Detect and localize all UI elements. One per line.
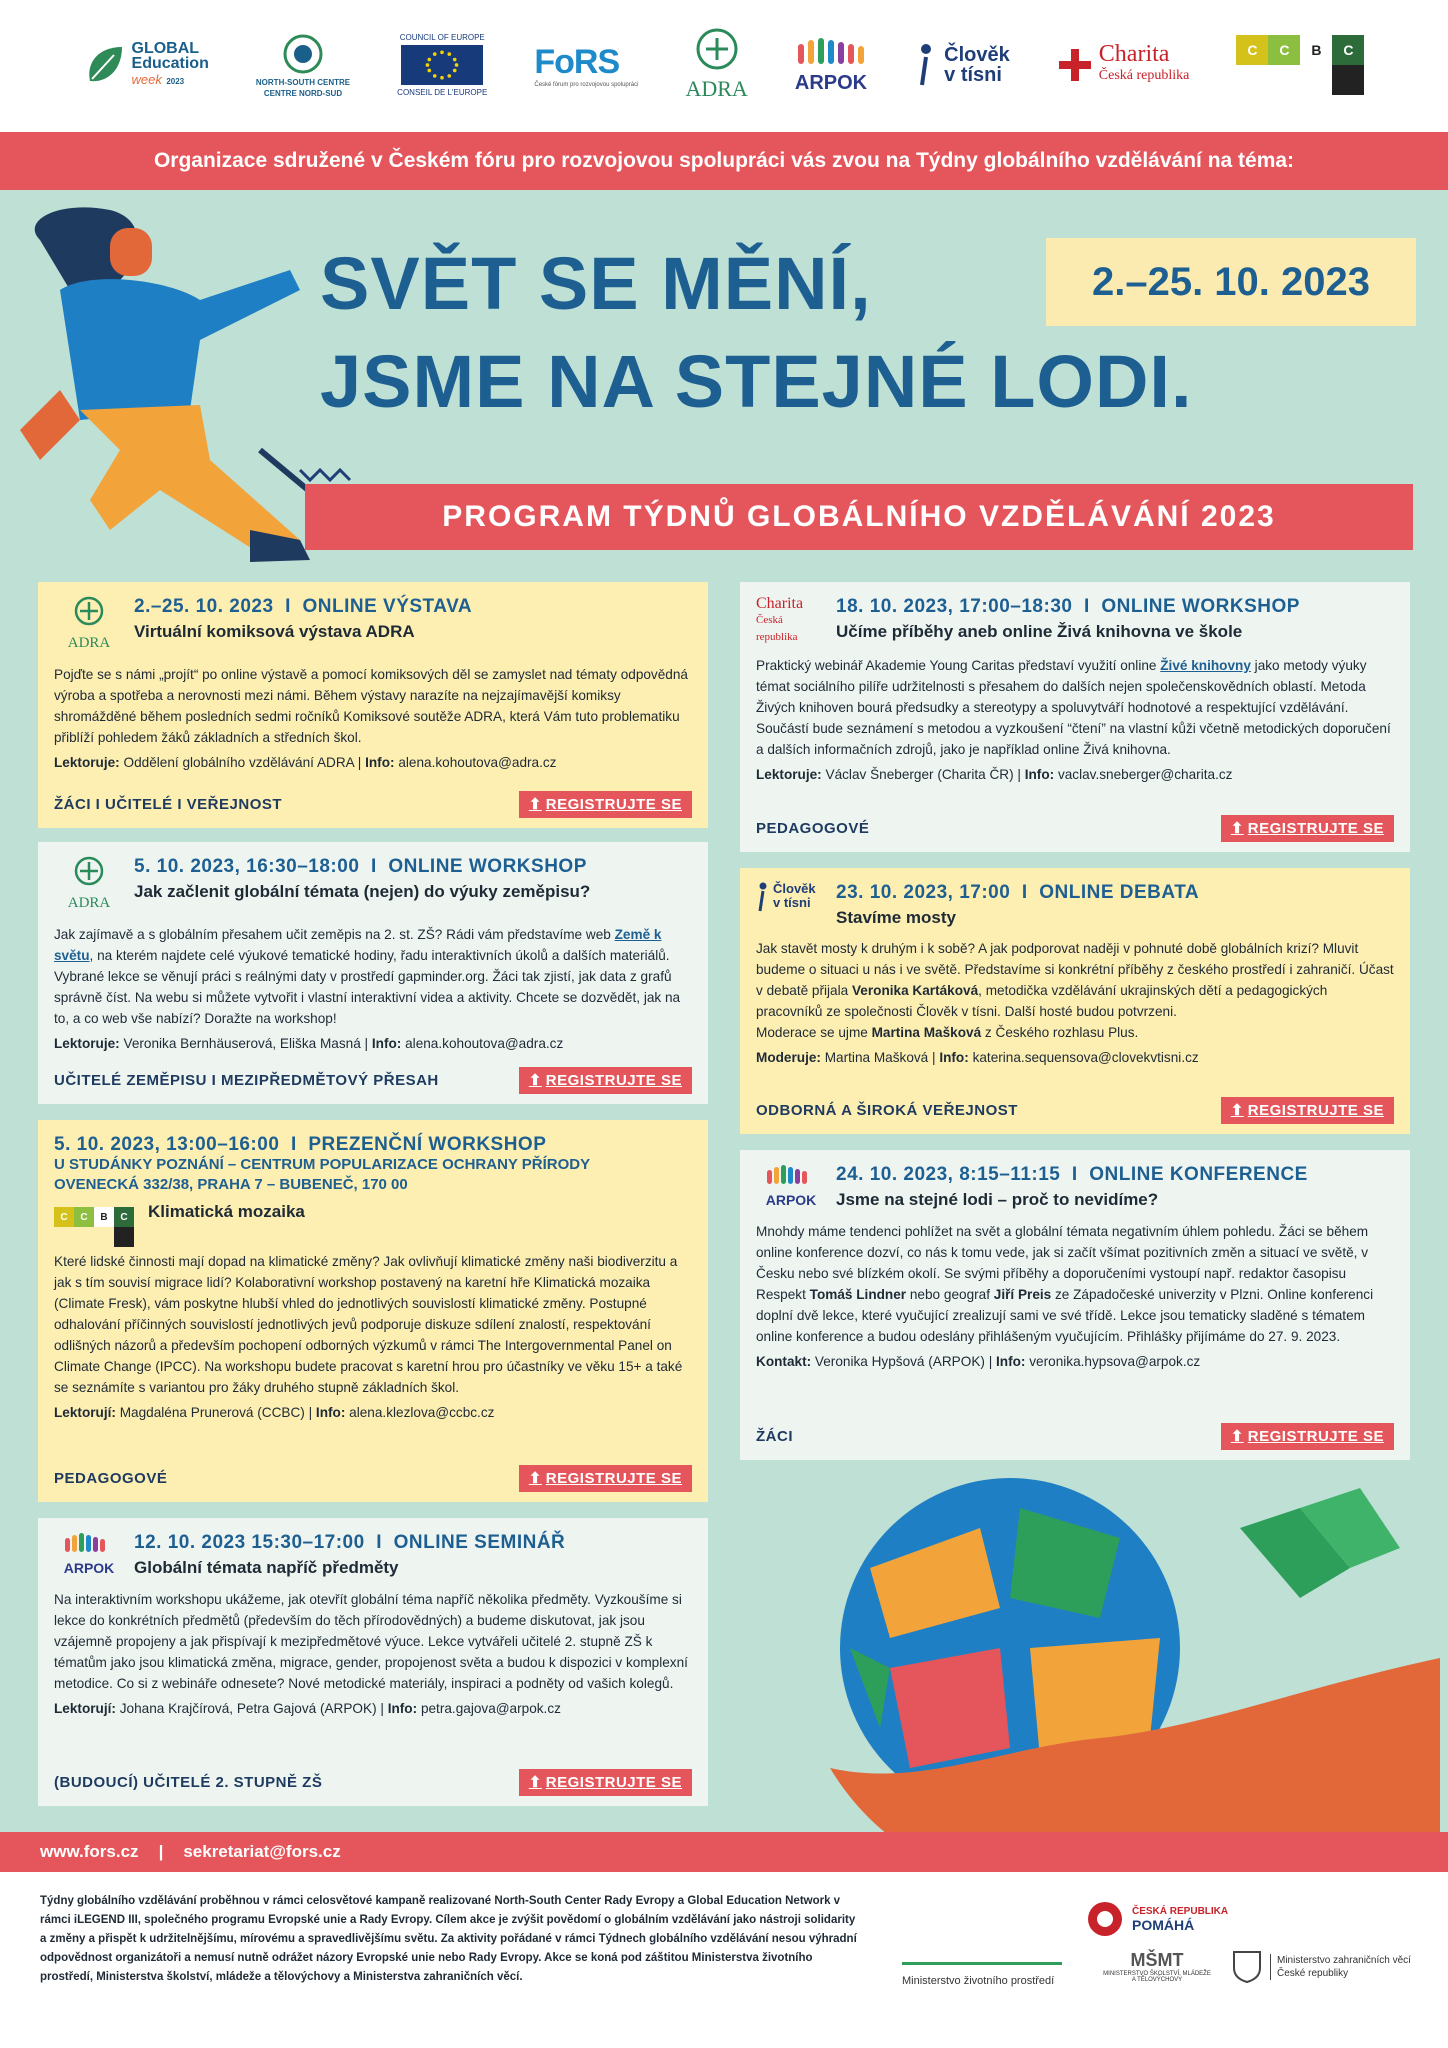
info-label: Info: [939,1050,969,1065]
mzv-logo [1232,1950,1411,1984]
event-audience: PEDAGOGOVÉ [756,820,870,837]
program-heading: PROGRAM TÝDNŮ GLOBÁLNÍHO VZDĚLÁVÁNÍ 2023 [305,484,1413,550]
mzp-logo: Ministerstvo životního prostředí [902,1962,1062,1987]
info-label: Info: [387,1701,418,1716]
arpok-figures-icon [796,36,866,66]
event-title: Stavíme mosty [836,908,956,927]
event-description [756,938,1394,1043]
event-card-geography-workshop [38,842,708,1104]
ge-year: 2023 [166,77,185,86]
event-type: PREZENČNÍ WORKSHOP [308,1134,547,1155]
council-of-europe-logo [397,33,487,97]
event-type: ONLINE VÝSTAVA [302,596,473,617]
lecturer-label: Moderuje: [756,1050,821,1065]
coe-name-en: COUNCIL OF EUROPE [399,33,485,42]
globe-in-hand-illustration [740,1468,1440,1868]
msmt-wordmark: MŠMT [1130,1950,1184,1970]
fors-wordmark: FoRS [534,42,620,81]
event-lecturer: Lektorují: Magdaléna Prunerová (CCBC) | Info: alena.klezlova@ccbc.cz [54,1405,495,1420]
desc-part: , na kterém najdete celé výukové tematické hodiny, řadu interaktivních úkolů a dalších materiálů. Vybrané lekce se věnují práci s reálnými daty v prostředí gapminder.org. Žáci tak zjistí, jak data z grafů správně číst. Na webu si můžete vytvořit i vlastní interaktivní videa a aktivity. Chcete se dozvědět, jak na to, a co web vše nabízí? Doražte na workshop! [54,948,681,1026]
event-title: Globální témata napříč předměty [134,1558,399,1577]
zive-knihovny-link[interactable]: Živé knihovny [1160,658,1251,673]
arpok-figures-icon [64,1532,114,1552]
charita-logo [1057,43,1190,87]
ccbc-c2: C [1268,35,1300,65]
event-type: ONLINE SEMINÁŘ [393,1532,566,1553]
register-label: REGISTRUJTE SE [1247,1102,1384,1119]
adra-wordmark: ADRA [685,76,748,101]
desc-part: jako metody výuky témat sociálního pilíře udržitelnosti s přesahem do dalších nejen společenskovědních oblastí. Metoda Živých knihoven bourá předsudky a stereotypy a spoluvytváří hodnotové a respektující vzdělávání. Součástí bude seznámení s metodou a vyzkoušení “čtení” na vlastní kůži včetně metodických doporučení a dalších informačních zdrojů, jako je například online Živá knihovna. [756,658,1391,757]
event-venue: U STUDÁNKY POZNÁNÍ – CENTRUM POPULARIZACE OCHRANY PŘÍRODY [54,1156,591,1173]
event-dateline: 2.–25. 10. 2023 I ONLINE VÝSTAVA [134,596,473,617]
org-subname: v tísni [773,895,811,910]
desc-part: , metodička vzdělávání ukrajinských dětí a pedagogických pracovníků ze společnosti Člověk v tísni. Další hosté budou potvrzeni. [756,983,1328,1019]
ge-line2: Education [131,55,209,72]
arrow-icon: ⬆ [528,1072,542,1089]
lecturer-label: Lektorují: [54,1405,116,1420]
msmt-logo [1102,1950,1212,1983]
guest-name: Veronika Kartáková [851,983,979,998]
org-name: ADRA [67,635,111,651]
event-type: ONLINE DEBATA [1039,882,1200,903]
fors-logo [534,43,638,88]
ccbc-c1: C [1236,35,1268,65]
event-dateline: 5. 10. 2023, 16:30–18:00 I ONLINE WORKSHOP [134,856,587,877]
arrow-icon: ⬆ [1230,1102,1244,1119]
zeme-k-svetu-link[interactable]: Země k světu [54,927,662,963]
lecturer-name: Oddělení globálního vzdělávání ADRA [123,755,354,770]
arpok-logo-small [54,1532,124,1579]
speaker-name: Jiří Preis [993,1287,1052,1302]
event-dateline: 23. 10. 2023, 17:00 I ONLINE DEBATA [836,882,1200,903]
mzv-line1: Ministerstvo zahraničních věcí [1277,1955,1411,1966]
footer-contact-bar [0,1832,1448,1872]
event-card-living-library [740,582,1410,852]
event-lecturer: Lektoruje: Oddělení globálního vzdělávání ADRA | Info: alena.kohoutova@adra.cz [54,755,557,770]
lecturer-name: Magdaléna Prunerová (CCBC) [119,1405,305,1420]
register-label: REGISTRUJTE SE [545,1774,682,1791]
desc-part: nebo geograf [906,1287,994,1302]
event-date: 5. 10. 2023, 13:00–16:00 [54,1134,280,1155]
hero-title-line2: JSME NA STEJNÉ LODI. [320,340,1193,423]
arrow-icon: ⬆ [528,1470,542,1487]
footer-disclaimer: Týdny globálního vzdělávání proběhnou v rámci celosvětové kampaně realizované North-South Center Rady Evropy a Global Education Network v rámci iLEGEND III, společného programu Evropské unie a Rady Evropy. Cílem akce je zvýšit povědomí o globálním vzdělávání jako nástroji solidarity a změny a přispět k udržitelnějšímu, mírovému a spravedlivějšímu světu. Za aktivity pořádané v rámci Týdnech globálního vzdělávání nesou výhradní odpovědnost organizátoři a nemusí nutně odrážet názory Evropské unie nebo Rady Evropy. Akce se koná pod záštitou Ministerstva životního prostředí, Ministerstva školství, mládeže a tělovýchovy a Ministerstva zahraničních věcí. [40,1895,857,1983]
info-label: Info: [1024,767,1055,782]
desc-part: Mnohdy máme tendenci pohlížet na svět a globální témata negativním úhlem pohledu. Žáci se během online konference dozví, co nás k tomu vede, jak si začít všímat pozitivních změn a situací ve světě, v Česku nebo své blízkém okolí. Se svými příběhy a doporučeními vystoupí např. redaktor časopisu Respekt [756,1224,1369,1302]
event-date: 18. 10. 2023, 17:00–18:30 [836,596,1073,617]
ge-line1: GLOBAL [131,40,200,57]
event-date: 12. 10. 2023 15:30–17:00 [134,1532,365,1553]
event-audience: ODBORNÁ A ŠIROKÁ VEŘEJNOST [756,1102,1018,1119]
adra-logo-small [54,856,124,914]
lecturer-name: Johana Krajčírová, Petra Gajová (ARPOK) [119,1701,377,1716]
lecturer-name: Veronika Bernhäuserová, Eliška Masná [123,1036,361,1051]
adra-logo [685,28,747,102]
adra-logo-small [54,596,124,654]
ccbc-logo [1236,35,1364,95]
register-label: REGISTRUJTE SE [545,1072,682,1089]
footer-separator: | [158,1842,164,1861]
org-name: Charita [756,595,804,612]
org-name: ARPOK [765,1192,817,1208]
event-description [54,924,692,1029]
lecturer-name: Veronika Hypšová (ARPOK) [814,1354,985,1369]
ccbc-logo-small: C C B C [54,1207,134,1247]
register-button[interactable] [519,1465,692,1492]
invitation-banner: Organizace sdružené v Českém fóru pro rozvojovou spolupráci vás zvou na Týdny globálního vzdělávání na téma: [0,132,1448,190]
register-label: REGISTRUJTE SE [545,796,682,813]
event-description [756,655,1394,760]
adra-hands-icon [71,596,107,626]
ccbc-b: B [1300,35,1332,65]
event-date: 23. 10. 2023, 17:00 [836,882,1011,903]
event-title: Jak začlenit globální témata (nejen) do výuky zeměpisu? [134,882,591,901]
event-title: Jsme na stejné lodi – proč to nevidíme? [836,1190,1159,1209]
register-button[interactable] [1221,815,1394,842]
event-type: ONLINE KONFERENCE [1089,1164,1308,1185]
register-button[interactable] [519,1067,692,1094]
info-email: katerina.sequensova@clovekvtisni.cz [972,1050,1199,1065]
north-south-centre-logo [256,32,350,98]
register-label: REGISTRUJTE SE [545,1470,682,1487]
global-education-week-logo [84,41,209,89]
cr-pomaha-line2: POMÁHÁ [1132,1916,1195,1933]
lecturer-label: Lektoruje: [54,755,120,770]
arrow-icon: ⬆ [528,796,542,813]
org-subname: Česká republika [756,614,798,643]
ccbc-c3: C [1332,35,1364,65]
info-email: alena.kohoutova@adra.cz [398,755,557,770]
leaf-icon [84,43,126,87]
charita-cross-icon [1057,47,1093,83]
website-link[interactable]: www.fors.cz [40,1842,139,1861]
fors-subtitle: České fórum pro rozvojovou spolupráci [534,81,639,88]
info-email: alena.klezlova@ccbc.cz [349,1405,495,1420]
adra-hands-icon [71,856,107,886]
event-title: Virtuální komiksová výstava ADRA [134,622,415,641]
arrow-icon: ⬆ [1230,820,1244,837]
register-button[interactable] [1221,1423,1394,1450]
cr-pomaha-line1: ČESKÁ REPUBLIKA [1132,1905,1229,1917]
coe-name-fr: CONSEIL DE L'EUROPE [397,88,488,97]
mzv-line2: České republiky [1277,1968,1349,1979]
info-email: veronika.hypsova@arpok.cz [1029,1354,1201,1369]
person-icon [756,882,770,912]
eu-stars-icon [401,45,483,85]
clovek-line1: Člověk [944,44,1010,66]
event-lecturer: Lektorují: Johana Krajčírová, Petra Gajová (ARPOK) | Info: petra.gajova@arpok.cz [54,1701,561,1716]
desc-part: Jak zajímavě a s globálním přesahem učit zeměpis na 2. st. ZŠ? Rádi vám představíme web [54,927,615,942]
register-button[interactable] [519,791,692,818]
moderator-name: Martina Mašková [871,1025,982,1040]
globe-people-icon [276,32,330,76]
lecturer-label: Kontakt: [756,1354,812,1369]
org-name: Člověk [773,881,816,896]
event-type: ONLINE WORKSHOP [1101,596,1300,617]
event-lecturer: Moderuje: Martina Mašková | Info: katerina.sequensova@clovekvtisni.cz [756,1050,1199,1065]
partner-logos [0,0,1448,130]
event-lecturer: Kontakt: Veronika Hypšová (ARPOK) | Info: veronika.hypsova@arpok.cz [756,1354,1201,1369]
org-name: ARPOK [63,1560,115,1576]
lecturer-name: Martina Mašková [824,1050,929,1065]
info-email: alena.kohoutova@adra.cz [405,1036,564,1051]
charita-line1: Charita [1098,41,1170,67]
cr-pomaha-logo [1086,1900,1228,1938]
event-audience: ŽÁCI [756,1428,793,1445]
info-email: petra.gajova@arpok.cz [420,1701,561,1716]
arrow-icon: ⬆ [528,1774,542,1791]
event-date: 24. 10. 2023, 8:15–11:15 [836,1164,1061,1185]
desc-part: Moderace se ujme [756,1025,872,1040]
event-dateline: 5. 10. 2023, 13:00–16:00 I PREZENČNÍ WORKSHOP [54,1134,547,1155]
event-audience: UČITELÉ ZEMĚPISU I MEZIPŘEDMĚTOVÝ PŘESAH [54,1072,439,1089]
info-label: Info: [365,755,395,770]
event-dateline: 18. 10. 2023, 17:00–18:30 I ONLINE WORKSHOP [836,596,1300,617]
lecturer-label: Lektoruje: [756,767,822,782]
register-button[interactable] [519,1769,692,1796]
person-icon [914,43,938,87]
adra-hands-icon [696,28,738,70]
desc-part: z Českého rozhlasu Plus. [981,1025,1139,1040]
event-card-online-seminar [38,1518,708,1806]
msmt-subtitle: MINISTERSTVO ŠKOLSTVÍ, MLÁDEŽE A TĚLOVÝCHOVY [1103,1971,1211,1983]
event-audience: (BUDOUCÍ) UČITELÉ 2. STUPNĚ ZŠ [54,1774,323,1791]
charita-line2: Česká republika [1098,68,1190,83]
register-button[interactable] [1221,1097,1394,1124]
event-date: 5. 10. 2023, 16:30–18:00 [134,856,360,877]
info-label: Info: [371,1036,402,1051]
event-audience: ŽÁCI I UČITELÉ I VEŘEJNOST [54,796,283,813]
clovek-line2: v tísni [944,64,1002,86]
event-date-range: 2.–25. 10. 2023 [1046,238,1416,326]
ge-line3: week [131,72,162,87]
event-lecturer: Lektoruje: Václav Šneberger (Charita ČR) | Info: vaclav.sneberger@charita.cz [756,767,1233,782]
event-address: OVENECKÁ 332/38, PRAHA 7 – BUBENEČ, 170 00 [54,1176,408,1193]
arpok-figures-icon [766,1164,816,1184]
event-audience: PEDAGOGOVÉ [54,1470,168,1487]
info-label: Info: [315,1405,346,1420]
info-label: Info: [996,1354,1026,1369]
charita-logo-small [756,596,826,645]
arrow-icon: ⬆ [1230,1428,1244,1445]
nsc-name: NORTH-SOUTH CENTRE [255,78,351,87]
event-description: Pojďte se s námi „projít“ po online výstavě a pomocí komiksových děl se zamyslet nad tématy odpovědná výroba a spotřeba a nerovnosti mezi námi. Během výstavy narazíte na nejzajímavější komiksy shromážděné během posledních sedmi ročníků Komiksové soutěže ADRA, která Vám tuto problematiku přiblíží pohledem žáků základních a středních škol. [54,667,688,745]
hero-title-line1: SVĚT SE MĚNÍ, [320,242,872,325]
lecturer-name: Václav Šneberger (Charita ČR) [825,767,1014,782]
event-card-online-conference [740,1150,1410,1460]
lecturer-label: Lektorují: [54,1701,116,1716]
desc-part: ze Západočeské univerzity v Plzni. Online konferenci doplní dvě lekce, které vyučující zrealizují sami ve své třídě. Lekce jsou tematicky sladěné s tématem online konference a budou odeslány přihlášeným vyučujícím. Přihlášky přijímáme do 27. 9. 2023. [756,1287,1374,1344]
event-card-online-exhibition [38,582,708,828]
arpok-logo-small [756,1164,826,1211]
event-description: Na interaktivním workshopu ukážeme, jak otevřít globální téma napříč několika předměty. Vyzkoušíme si lekce do konkrétních předmětů (především do těch přírodovědných) a budeme diskutovat, jak jsou vzájemně propojeny a jak přispívají k mezipředmětové výuce. Lekce vytvářeli učitelé 2. stupně ZŠ k tématům jako jsou klimatická změna, migrace, gender, propojenost světa a budou k dispozici v komplexní metodice. Co si z webináře odnesete? Nové metodické materiály, inspiraci a podněty od vašich kolegů. [54,1592,688,1691]
arpok-logo [795,36,867,95]
speaker-name: Tomáš Lindner [809,1287,907,1302]
event-dateline: 12. 10. 2023 15:30–17:00 I ONLINE SEMINÁŘ [134,1532,566,1553]
arpok-wordmark: ARPOK [794,71,868,94]
clovek-v-tisni-logo-small [756,882,826,912]
event-type: ONLINE WORKSHOP [388,856,587,877]
desc-part: Praktický webinář Akademie Young Caritas představí využití online [756,658,1161,673]
heart-globe-icon [1086,1900,1124,1938]
org-name: ADRA [67,895,111,911]
event-lecturer: Lektoruje: Veronika Bernhäuserová, Eliška Masná | Info: alena.kohoutova@adra.cz [54,1036,564,1051]
info-email: vaclav.sneberger@charita.cz [1057,767,1233,782]
event-date: 2.–25. 10. 2023 [134,596,274,617]
event-dateline: 24. 10. 2023, 8:15–11:15 I ONLINE KONFERENCE [836,1164,1308,1185]
event-description: Které lidské činnosti mají dopad na klimatické změny? Jak ovlivňují klimatické změny naši biodiverzitu a jak s tím souvisí migrace lidí? Kolaborativní workshop postavený na karetní hře Klimatická mozaika (Climate Fresk), vám poskytne hlubší vhled do jednotlivých souvislostí klimatické změny. Postupné odhalování příčinných souvislostí jednotlivých jevů podporuje diskuze sdílení znalostí, respektování odlišných názorů a především pochopení odborných výzkumů v rámci The Intergovernmental Panel on Climate Change (IPCC). Na workshopu budete pracovat s karetní hrou pro účastníky ve věku 15+ a také se seznámíte s variantou pro žáky druhého stupně základních škol. [54,1254,683,1395]
event-description [756,1221,1394,1347]
register-label: REGISTRUJTE SE [1247,1428,1384,1445]
desc-part: Jak stavět mosty k druhým i k sobě? A jak podporovat naději v pohnuté době globálních krizí? Mluvit budeme o situaci u nás i ve světě. Představíme si konkrétní příběhy z českého prostředí i zahraničí. Účast v debatě přijala [756,941,1394,998]
event-title: Klimatická mozaika [148,1202,305,1221]
coat-of-arms-icon [1232,1950,1262,1984]
email-link[interactable]: sekretariat@fors.cz [183,1842,341,1861]
event-card-climate-mosaic [38,1120,708,1502]
register-label: REGISTRUJTE SE [1247,820,1384,837]
nsc-name-fr: CENTRE NORD-SUD [263,89,343,98]
event-title: Učíme příběhy aneb online Živá knihovna ve škole [836,622,1243,641]
event-card-online-debate [740,868,1410,1134]
lecturer-label: Lektoruje: [54,1036,120,1051]
clovek-v-tisni-logo [914,43,1010,87]
